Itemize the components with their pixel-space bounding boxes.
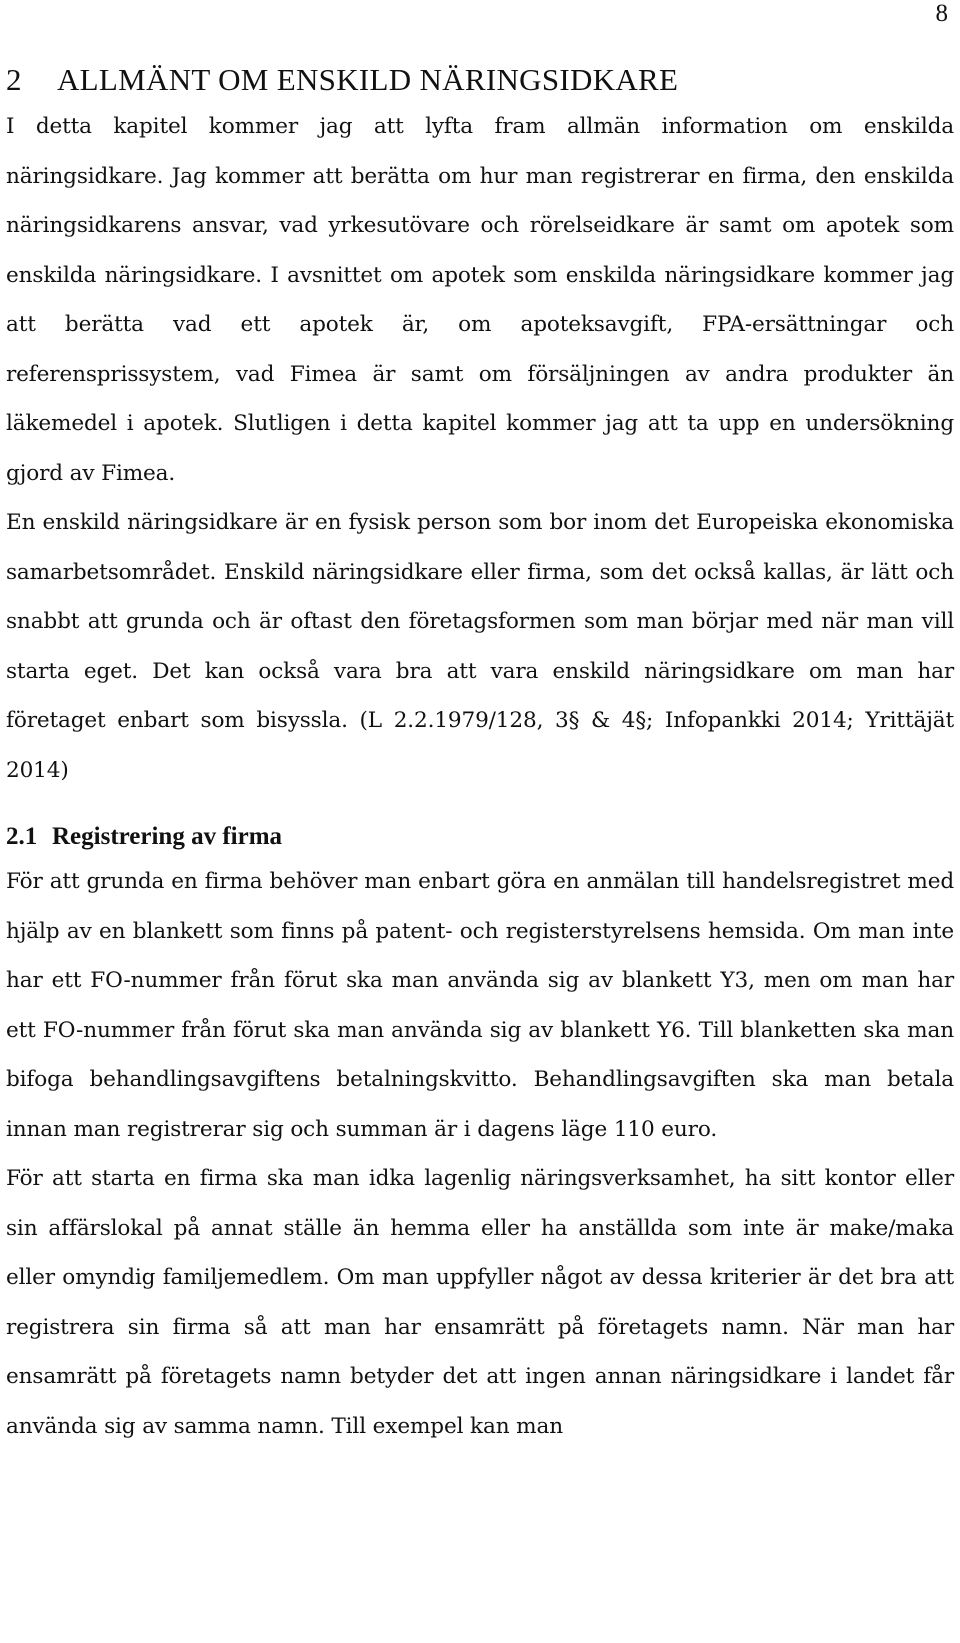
chapter-title: ALLMÄNT OM ENSKILD NÄRINGSIDKARE xyxy=(57,62,679,97)
paragraph-starta-firma: För att starta en firma ska man idka lagenlig näringsverksamhet, ha sitt kontor eller sin affärslokal på annat ställe än hemma eller ha anställda som inte är make/maka eller omyndig familjemedlem. Om man uppfyller något av dessa kriterier är det bra att registrera sin firma så att man har ensamrätt på företagets namn. När man har ensamrätt på företagets namn betyder det att ingen annan näringsidkare i landet får använda sig av samma namn. Till exempel kan man xyxy=(6,1166,954,1439)
section-number: 2.1 xyxy=(6,823,38,850)
paragraph-enskild-naringsidkare: En enskild näringsidkare är en fysisk person som bor inom det Europeiska ekonomiska samarbetsområdet. Enskild näringsidkare eller firma, som det också kallas, är lätt och snabbt att grunda och är oftast den företagsformen som man börjar med när man vill starta eget. Det kan också vara bra att vara enskild näringsidkare om man har företaget enbart som bisyssla. (L 2.2.1979/128, 3§ & 4§; Infopankki 2014; Yrittäjät 2014) xyxy=(6,510,954,783)
section-heading xyxy=(6,817,954,857)
section-title: Registrering av firma xyxy=(52,823,283,850)
document-body xyxy=(6,58,954,1451)
page-number: 8 xyxy=(935,0,948,27)
chapter-number: 2 xyxy=(6,62,22,97)
paragraph-intro: I detta kapitel kommer jag att lyfta fram allmän information om enskilda näringsidkare. Jag kommer att berätta om hur man registrerar en firma, den enskilda näringsidkarens ansvar, vad yrkesutövare och rörelseidkare är samt om apotek som enskilda näringsidkare. I avsnittet om apotek som enskilda näringsidkare kommer jag att berätta vad ett apotek är, om apoteksavgift, FPA-ersättningar och referensprissystem, vad Fimea är samt om försäljningen av andra produkter än läkemedel i apotek. Slutligen i detta kapitel kommer jag att ta upp en undersökning gjord av Fimea. xyxy=(6,114,954,486)
paragraph-registrering: För att grunda en firma behöver man enbart göra en anmälan till handelsregistret med hjälp av en blankett som finns på patent- och registerstyrelsens hemsida. Om man inte har ett FO-nummer från förut ska man använda sig av blankett Y3, men om man har ett FO-nummer från förut ska man använda sig av blankett Y6. Till blanketten ska man bifoga behandlingsavgiftens betalningskvitto. Behandlingsavgiften ska man betala innan man registrerar sig och summan är i dagens läge 110 euro. xyxy=(6,869,954,1142)
chapter-heading xyxy=(6,58,954,102)
